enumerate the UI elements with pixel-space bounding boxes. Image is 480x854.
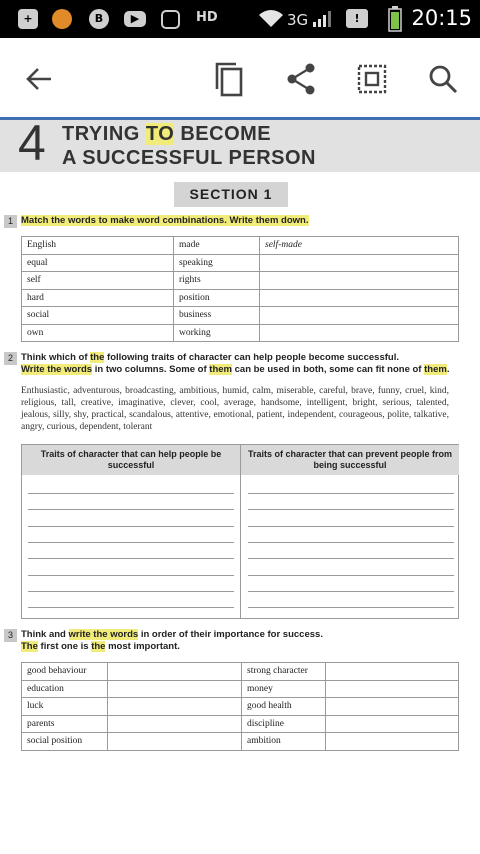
table-row xyxy=(22,663,459,681)
table-cell xyxy=(326,663,459,681)
table-cell: hard xyxy=(22,289,174,307)
exercise-number: 2 xyxy=(4,352,17,365)
search-icon xyxy=(428,64,458,94)
table-row xyxy=(22,733,459,751)
table-cell xyxy=(108,715,242,733)
unit-number: 4 xyxy=(18,120,46,171)
table-cell xyxy=(260,254,459,272)
section-label: SECTION 1 xyxy=(174,182,288,207)
table-cell xyxy=(260,324,459,342)
writing-line[interactable] xyxy=(248,526,454,527)
network-type: 3G xyxy=(287,11,309,29)
table-row xyxy=(22,324,459,342)
table-cell xyxy=(260,272,459,290)
add-icon: + xyxy=(18,9,38,29)
exercise-number: 1 xyxy=(4,215,17,228)
table-cell: parents xyxy=(22,715,108,733)
notification-alert-icon: ! xyxy=(346,9,368,28)
table-cell: own xyxy=(22,324,174,342)
table-row xyxy=(22,272,459,290)
table-cell xyxy=(260,307,459,325)
writing-line[interactable] xyxy=(28,526,234,527)
writing-line[interactable] xyxy=(28,558,234,559)
writing-line[interactable] xyxy=(248,493,454,494)
table-cell: money xyxy=(242,680,326,698)
table-cell xyxy=(108,698,242,716)
table-cell xyxy=(326,715,459,733)
select-area-icon xyxy=(357,64,387,94)
table-row xyxy=(22,680,459,698)
traits-word-list: Enthusiastic, adventurous, broadcasting, ambitious, humid, calm, miserable, careful, brave, funny, cruel, kind, religious, tall, creative, imaginative, clever, cool, average, handsome, intelligent, bright, serious, talented, jealous, silly, shy, practical, scandalous, attentive, emotional, patient, independent, courageous, polite, talkative, angry, curious, dependent, tolerant xyxy=(21,386,449,432)
word-combinations-table xyxy=(21,236,459,342)
hd-indicator: HD xyxy=(196,10,218,25)
writing-line[interactable] xyxy=(28,607,234,608)
table-cell: luck xyxy=(22,698,108,716)
share-icon xyxy=(286,63,316,95)
table-cell xyxy=(108,733,242,751)
table-cell: English xyxy=(22,237,174,255)
status-bar xyxy=(0,0,480,38)
table-cell: made xyxy=(174,237,260,255)
table-cell: business xyxy=(174,307,260,325)
table-cell: position xyxy=(174,289,260,307)
exercise-2-instruction: Think which of the following traits of character can help people become successful. Write the words in two columns. Some of them can be used in both, some can fit none of them. xyxy=(21,352,450,375)
table-row xyxy=(22,307,459,325)
writing-line[interactable] xyxy=(248,607,454,608)
clock: 20:15 xyxy=(411,6,472,30)
table-cell: working xyxy=(174,324,260,342)
table-cell xyxy=(326,698,459,716)
blogger-icon: B xyxy=(89,9,109,29)
writing-line[interactable] xyxy=(28,493,234,494)
table-row xyxy=(22,254,459,272)
table-row xyxy=(22,698,459,716)
table-cell: social xyxy=(22,307,174,325)
table-cell: ambition xyxy=(242,733,326,751)
table-cell: strong character xyxy=(242,663,326,681)
battery-charging-icon xyxy=(388,6,402,32)
exercise-1-instruction: Match the words to make word combinations. Write them down. xyxy=(21,215,309,226)
copy-button[interactable] xyxy=(208,59,248,99)
table-cell xyxy=(326,733,459,751)
table-cell: good health xyxy=(242,698,326,716)
table-cell xyxy=(108,680,242,698)
importance-ranking-table xyxy=(21,662,459,751)
writing-line[interactable] xyxy=(28,575,234,576)
youtube-icon: ▶ xyxy=(124,11,146,27)
wifi-icon xyxy=(258,8,284,28)
traits-columns-table xyxy=(21,444,459,619)
unit-title: TRYING TO BECOME A SUCCESSFUL PERSON xyxy=(62,123,316,169)
writing-line[interactable] xyxy=(248,509,454,510)
exercise-number: 3 xyxy=(4,629,17,642)
column-divider xyxy=(240,445,241,618)
column-header-prevent: Traits of character that can prevent people from being successful xyxy=(241,445,459,475)
table-row xyxy=(22,715,459,733)
search-button[interactable] xyxy=(423,59,463,99)
share-button[interactable] xyxy=(281,59,321,99)
table-cell xyxy=(260,289,459,307)
table-cell xyxy=(326,680,459,698)
back-button[interactable] xyxy=(19,59,59,99)
writing-line[interactable] xyxy=(28,591,234,592)
document-page[interactable] xyxy=(0,120,480,854)
writing-line[interactable] xyxy=(28,542,234,543)
writing-line[interactable] xyxy=(248,591,454,592)
table-row xyxy=(22,237,459,255)
signal-icon xyxy=(312,9,334,27)
unit-header xyxy=(0,120,480,172)
table-cell: discipline xyxy=(242,715,326,733)
copy-icon xyxy=(212,61,244,97)
writing-line[interactable] xyxy=(248,542,454,543)
select-area-button[interactable] xyxy=(352,59,392,99)
table-cell: equal xyxy=(22,254,174,272)
table-cell: education xyxy=(22,680,108,698)
exercise-3-instruction: Think and write the words in order of their importance for success. The first one is the most important. xyxy=(21,629,323,652)
table-cell: rights xyxy=(174,272,260,290)
app-toolbar xyxy=(0,38,480,120)
writing-line[interactable] xyxy=(248,575,454,576)
arrow-left-icon xyxy=(25,65,53,93)
table-cell: social position xyxy=(22,733,108,751)
instagram-icon xyxy=(161,10,180,29)
squirrel-app-icon xyxy=(52,9,72,29)
writing-line[interactable] xyxy=(248,558,454,559)
table-cell: self-made xyxy=(260,237,459,255)
table-row xyxy=(22,289,459,307)
writing-line[interactable] xyxy=(28,509,234,510)
table-cell: good behaviour xyxy=(22,663,108,681)
table-cell: self xyxy=(22,272,174,290)
table-cell: speaking xyxy=(174,254,260,272)
table-cell xyxy=(108,663,242,681)
column-header-help: Traits of character that can help people be successful xyxy=(22,445,240,475)
